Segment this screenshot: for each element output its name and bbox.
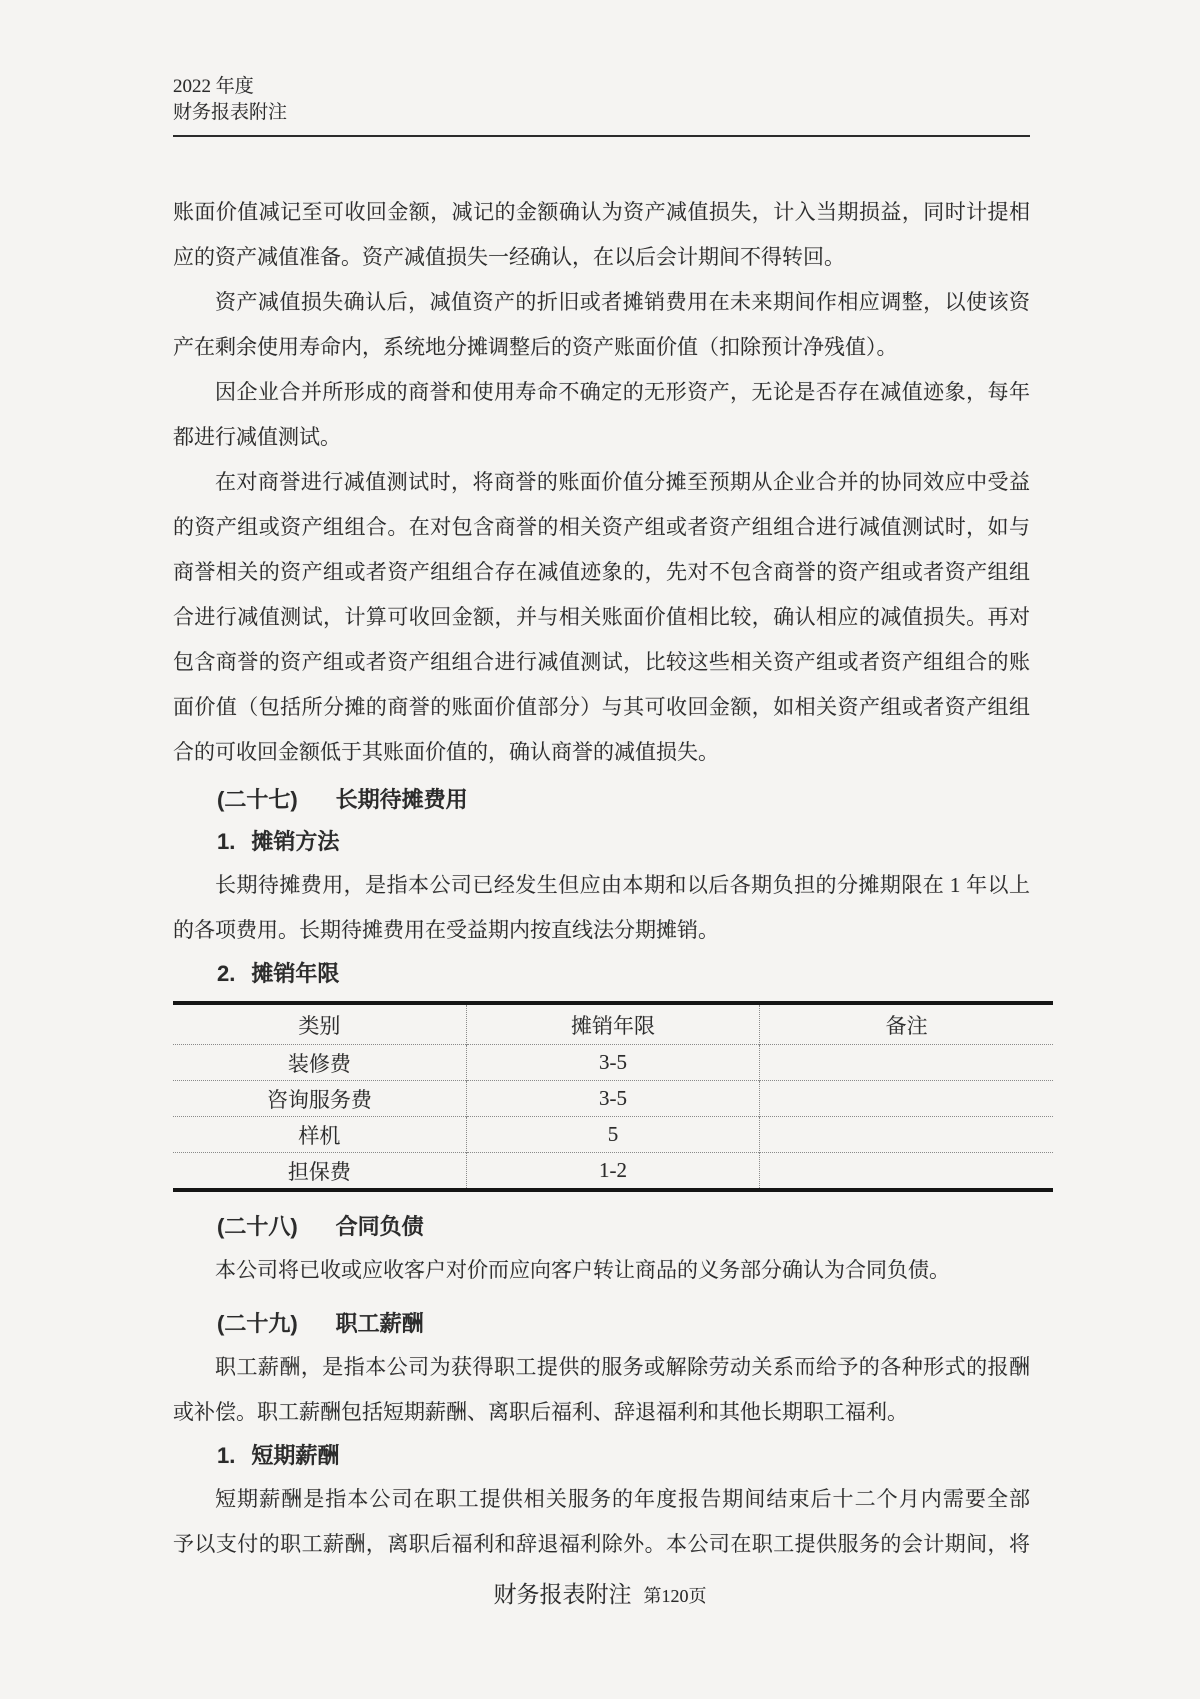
subheading-number: 1. [217,1443,236,1468]
cell-category: 担保费 [173,1153,466,1191]
subheading-short-term-compensation [173,1435,1030,1477]
cell-years: 5 [466,1117,759,1153]
section-heading-28-contract-liabilities [173,1206,1030,1248]
body-line: 包含商誉的资产组或者资产组组合进行减值测试，比较这些相关资产组或者资产组组合的账 [173,650,1030,674]
subheading-amortization-method [173,821,1030,863]
body-line: 合进行减值测试，计算可收回金额，并与相关账面价值相比较，确认相应的减值损失。再对 [173,605,1030,629]
body-line: 本公司将已收或应收客户对价而应向客户转让商品的义务部分确认为合同负债。 [215,1258,950,1282]
section-title: 合同负债 [335,1214,424,1239]
body-line: 在对商誉进行减值测试时，将商誉的账面价值分摊至预期从企业合并的协同效应中受益 [215,470,1030,494]
column-header-note: 备注 [760,1003,1053,1045]
table-row [173,1153,1053,1191]
paragraph-long-term-deferred-definition [173,863,1030,953]
body-line: 的资产组或资产组组合。在对包含商誉的相关资产组或者资产组组合进行减值测试时，如与 [173,515,1030,539]
paragraph-short-term-compensation [173,1477,1030,1567]
cell-years: 3-5 [466,1081,759,1117]
body-line: 账面价值减记至可收回金额，减记的金额确认为资产减值损失，计入当期损益，同时计提相 [173,200,1030,224]
table-row [173,1117,1053,1153]
footer-page-number: 第120页 [643,1586,707,1606]
paragraph-impairment-adjustment [173,280,1030,370]
section-heading-29-employee-compensation [173,1303,1030,1345]
cell-category: 装修费 [173,1045,466,1081]
paragraph-goodwill-test-method [173,460,1030,775]
subheading-amortization-period [173,953,1030,995]
cell-note [760,1045,1053,1081]
body-line: 短期薪酬是指本公司在职工提供相关服务的年度报告期间结束后十二个月内需要全部 [215,1487,1030,1511]
page-header [173,74,1030,137]
body-line: 予以支付的职工薪酬，离职后福利和辞退福利除外。本公司在职工提供服务的会计期间，将 [173,1532,1030,1556]
paragraph-impairment-writeoff [173,190,1030,280]
subheading-title: 摊销年限 [251,961,340,986]
body-line: 长期待摊费用，是指本公司已经发生但应由本期和以后各期负担的分摊期限在 1 年以上 [215,873,1030,897]
body-line: 都进行减值测试。 [173,425,341,449]
body-line: 应的资产减值准备。资产减值损失一经确认，在以后会计期间不得转回。 [173,245,845,269]
paragraph-employee-compensation-definition [173,1345,1030,1435]
body-line: 因企业合并所形成的商誉和使用寿命不确定的无形资产，无论是否存在减值迹象，每年 [215,380,1030,404]
cell-note [760,1081,1053,1117]
subheading-title: 短期薪酬 [251,1443,340,1468]
section-title: 职工薪酬 [335,1311,424,1336]
cell-category: 咨询服务费 [173,1081,466,1117]
page-footer [0,1576,1200,1609]
amortization-period-table [173,1001,1053,1192]
page-body [173,190,1030,1567]
body-line: 面价值（包括所分摊的商誉的账面价值部分）与其可收回金额，如相关资产组或者资产组组 [173,695,1030,719]
body-line: 商誉相关的资产组或者资产组组合存在减值迹象的，先对不包含商誉的资产组或者资产组组 [173,560,1030,584]
section-number: (二十八) [217,1214,298,1239]
section-number: (二十七) [217,787,298,812]
body-line: 资产减值损失确认后，减值资产的折旧或者摊销费用在未来期间作相应调整，以使该资 [215,290,1030,314]
column-header-years: 摊销年限 [466,1003,759,1045]
paragraph-contract-liabilities [173,1248,1030,1293]
cell-category: 样机 [173,1117,466,1153]
cell-years: 3-5 [466,1045,759,1081]
section-number: (二十九) [217,1311,298,1336]
section-heading-27-long-term-deferred-expenses [173,779,1030,821]
column-header-category: 类别 [298,1013,341,1038]
cell-note [760,1153,1053,1191]
body-line: 产在剩余使用寿命内，系统地分摊调整后的资产账面价值（扣除预计净残值）。 [173,335,898,359]
cell-years: 1-2 [466,1153,759,1191]
body-line: 职工薪酬，是指本公司为获得职工提供的服务或解除劳动关系而给予的各种形式的报酬 [215,1355,1030,1379]
subheading-number: 2. [217,961,236,986]
body-line: 合的可收回金额低于其账面价值的，确认商誉的减值损失。 [173,740,719,764]
section-title: 长期待摊费用 [335,787,468,812]
subheading-number: 1. [217,829,236,854]
cell-note [760,1117,1053,1153]
table-row [173,1045,1053,1081]
table-header-row [173,1003,1053,1045]
header-doc-title-line: 财务报表附注 [173,102,288,123]
paragraph-goodwill-annual-test [173,370,1030,460]
header-year-line: 2022 年度 [173,76,254,97]
subheading-title: 摊销方法 [251,829,340,854]
table-row [173,1081,1053,1117]
body-line: 的各项费用。长期待摊费用在受益期内按直线法分期摊销。 [173,918,719,942]
footer-doc-title: 财务报表附注 [493,1582,632,1607]
body-line: 或补偿。职工薪酬包括短期薪酬、离职后福利、辞退福利和其他长期职工福利。 [173,1400,908,1424]
